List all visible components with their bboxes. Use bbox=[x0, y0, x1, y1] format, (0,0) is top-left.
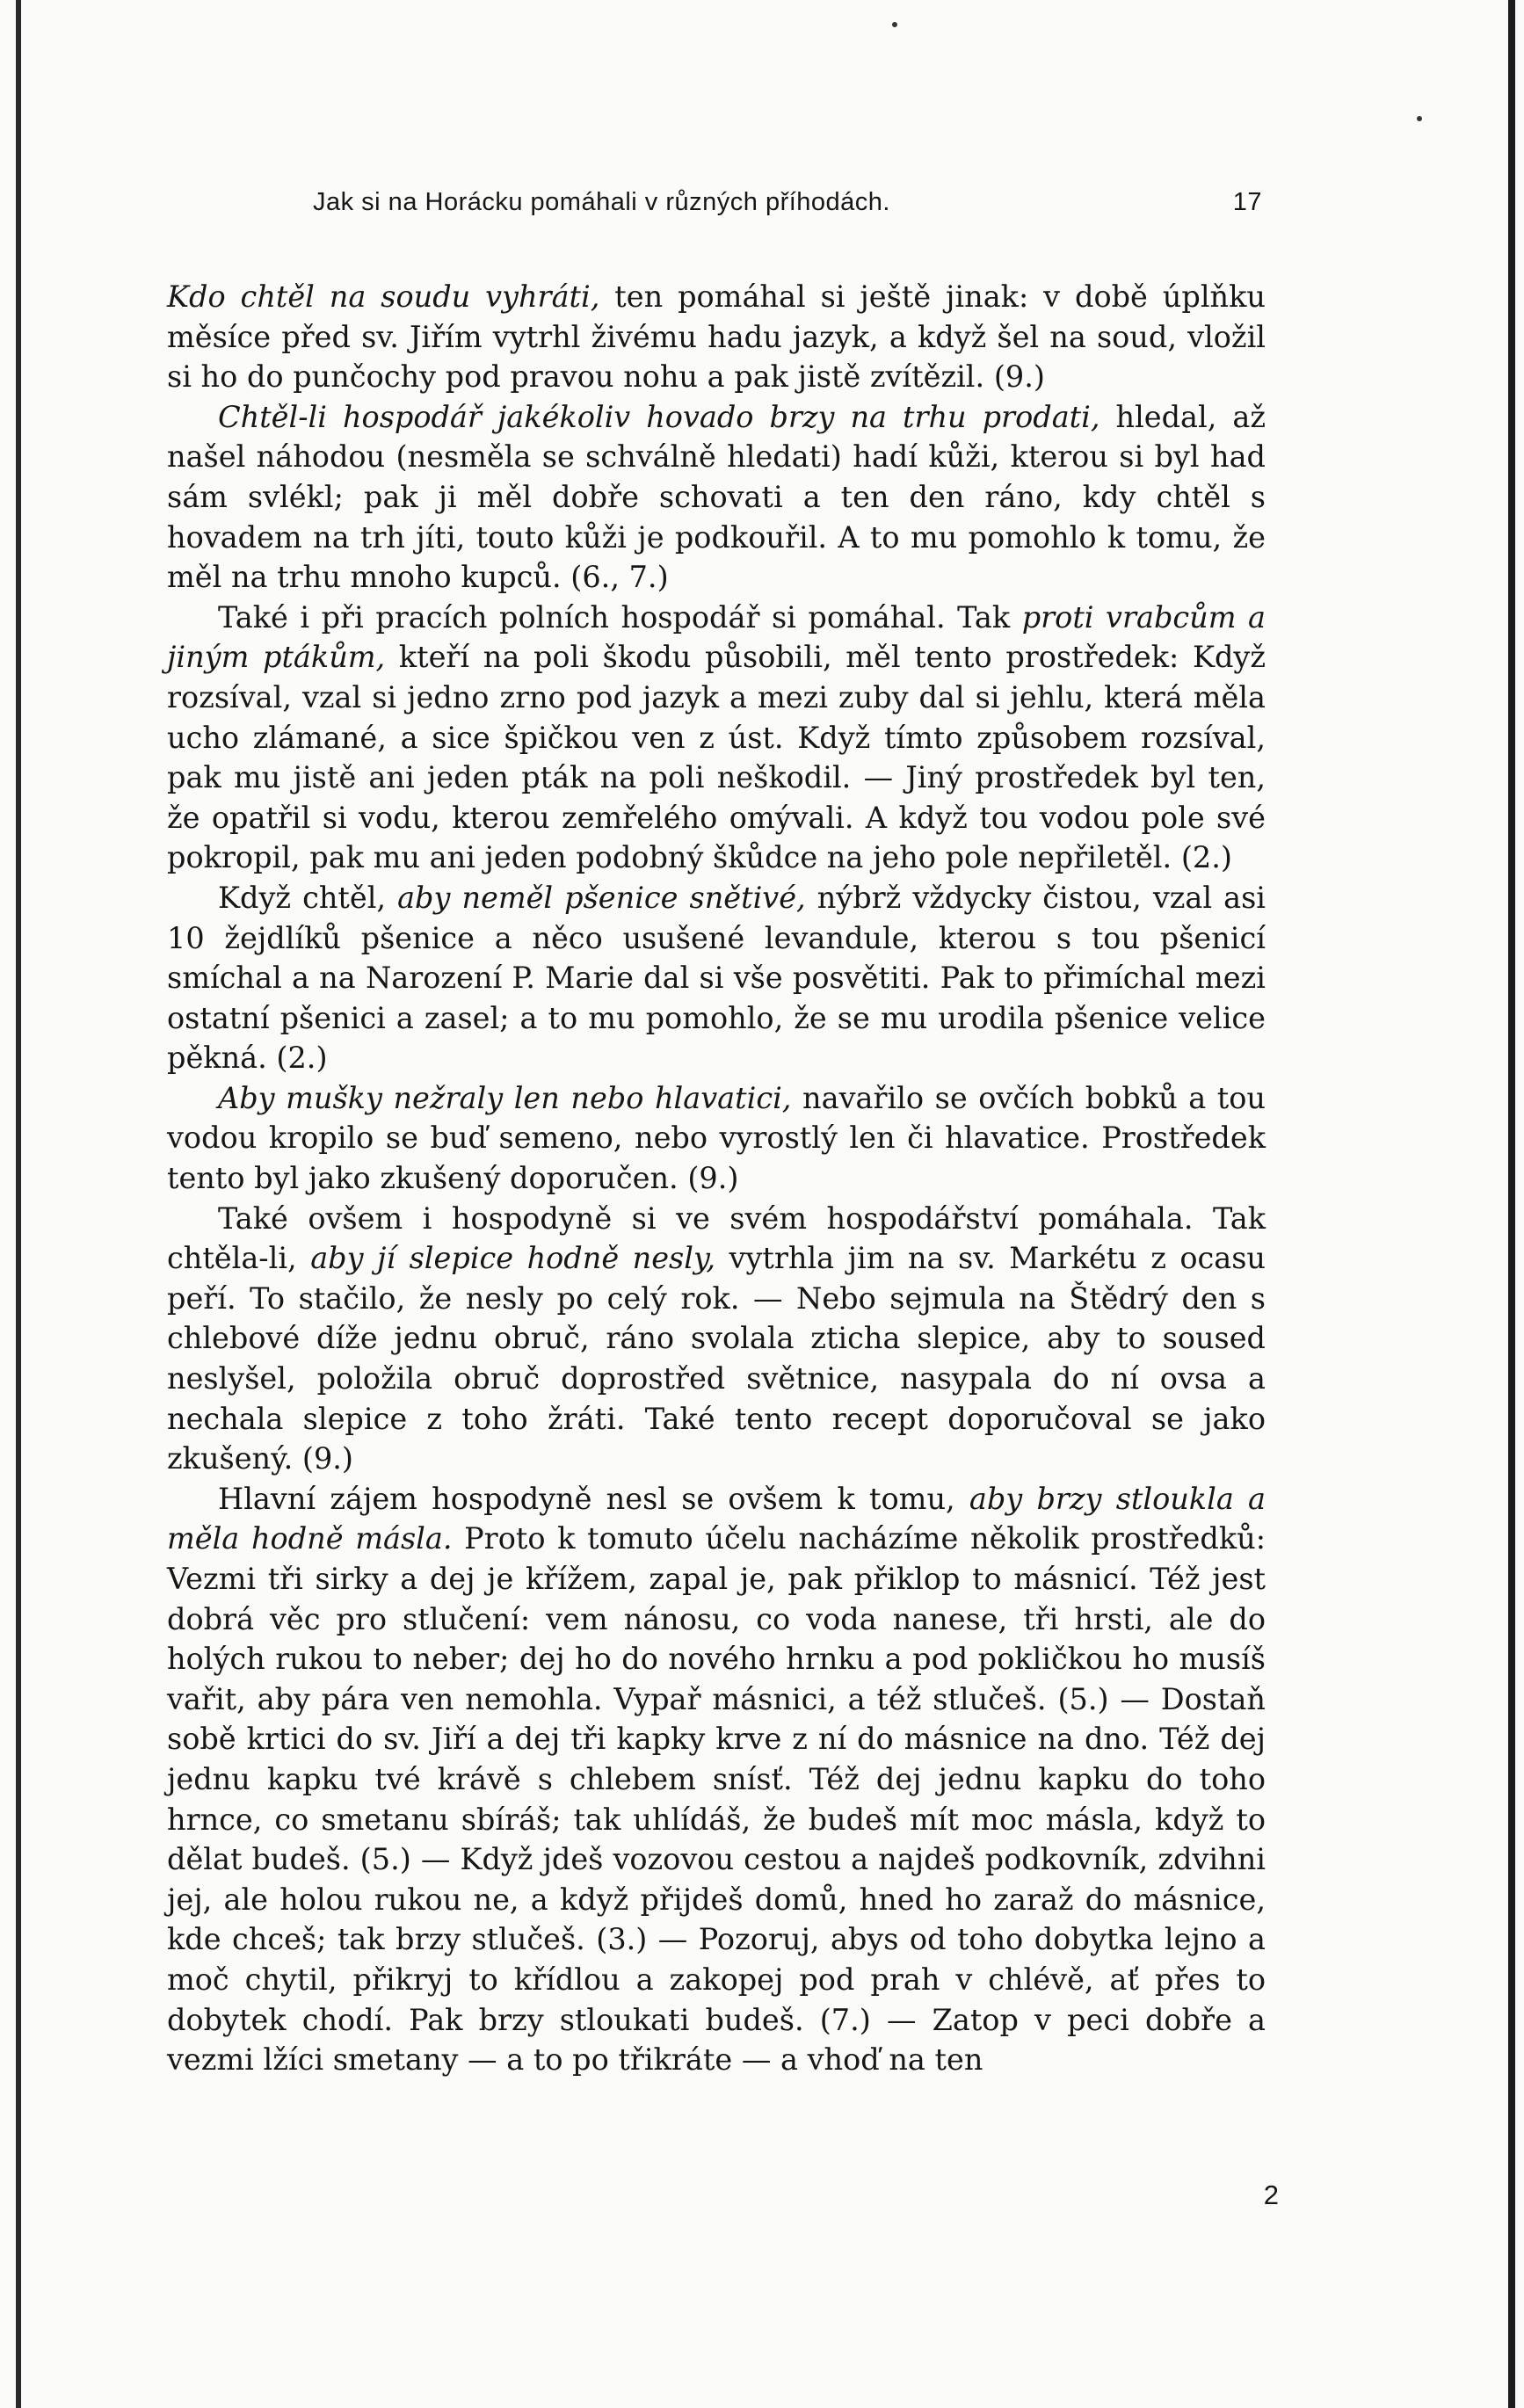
paragraph-text: nýbrž vždycky čistou, vzal asi 10 žejdlíků pšenice a něco usušené levandule, kterou s tou pšenicí smíchal a na Narození P. Marie dal si vše posvětiti. Pak to přimíchal mezi ostatní pšenici a zasel; a to mu pomohlo, že se mu urodila pšenice velice pěkná. (2.) bbox=[167, 880, 1266, 1076]
paragraph bbox=[167, 598, 1266, 878]
paragraph bbox=[167, 277, 1266, 397]
paragraph-emphasis: proti vrabcům a jiným ptákům, bbox=[167, 599, 1266, 675]
paragraph-lead: Když chtěl, bbox=[218, 880, 398, 915]
paragraph-lead: Také i při pracích polních hospodář si pomáhal. Tak bbox=[218, 599, 1022, 635]
paragraph-emphasis: Aby mušky nežraly len nebo hlavatici, bbox=[218, 1080, 792, 1115]
paragraph bbox=[167, 397, 1266, 598]
paragraph-lead: Také ovšem i hospodyně si ve svém hospodářství pomáhala. Tak chtěla-li, bbox=[167, 1200, 1266, 1276]
scan-edge-left bbox=[16, 0, 21, 2408]
page-number: 17 bbox=[1232, 187, 1262, 216]
running-title: Jak si na Horácku pomáhali v různých příhodách. bbox=[313, 187, 890, 216]
paragraph bbox=[167, 1199, 1266, 1479]
paragraph bbox=[167, 878, 1266, 1078]
paragraph-text: navařilo se ovčích bobků a tou vodou kropilo se buď semeno, nebo vyrostlý len či hlavatice. Prostředek tento byl jako zkušený doporučen. (9.) bbox=[167, 1080, 1266, 1196]
signature-mark: 2 bbox=[1263, 2180, 1279, 2210]
paragraph-emphasis: Chtěl-li hospodář jakékoliv hovado brzy na trhu prodati, bbox=[218, 399, 1100, 434]
paragraph-text: hledal, až našel náhodou (nesměla se schválně hledati) hadí kůži, kterou si byl had sám svlékl; pak ji měl dobře schovati a ten den ráno, kdy chtěl s hovadem na trh jíti, touto kůži je podkouřil. A to mu pomohlo k tomu, že měl na trhu mnoho kupců. (6., 7.) bbox=[167, 399, 1266, 595]
paragraph-lead: Hlavní zájem hospodyně nesl se ovšem k tomu, bbox=[218, 1481, 969, 1516]
paragraph-text: kteří na poli škodu působili, měl tento prostředek: Když rozsíval, vzal si jedno zrno pod jazyk a mezi zuby dal si jehlu, která měla ucho zlámané, a sice špičkou ven z úst. Když tímto způsobem rozsíval, pak mu jistě ani jeden pták na poli neškodil. — Jiný prostředek byl ten, že opatřil si vodu, kterou zemřelého omývali. A když tou vodou pole své pokropil, pak mu ani jeden podobný škůdce na jeho pole nepřiletěl. (2.) bbox=[167, 640, 1266, 875]
paragraph-emphasis: aby jí slepice hodně nesly, bbox=[310, 1241, 716, 1276]
paragraph-emphasis: aby brzy stloukla a měla hodně másla. bbox=[167, 1481, 1266, 1556]
paragraph bbox=[167, 1479, 1266, 2080]
paragraph bbox=[167, 1078, 1266, 1199]
paragraph-emphasis: aby neměl pšenice snětivé, bbox=[397, 880, 806, 915]
paragraph-text: ten pomáhal si ještě jinak: v době úplňku měsíce před sv. Jiřím vytrhl živému hadu jazyk, a když šel na soud, vložil si ho do punčochy pod pravou nohu a pak jistě zvítězil. (9.) bbox=[167, 279, 1266, 395]
scan-speck bbox=[1417, 116, 1422, 121]
scan-speck bbox=[892, 22, 897, 27]
paragraph-emphasis: Kdo chtěl na soudu vyhráti, bbox=[167, 279, 600, 314]
paragraph-text: vytrhla jim na sv. Markétu z ocasu peří. To stačilo, že nesly po celý rok. — Nebo sejmula na Štědrý den s chlebové díže jednu obruč, ráno svolala zticha slepice, aby to soused neslyšel, položila obruč doprostřed světnice, nasypala do ní ovsa a nechala slepice z toho žráti. Také tento recept doporučoval se jako zkušený. (9.) bbox=[167, 1241, 1266, 1476]
scan-edge-right bbox=[1508, 0, 1515, 2408]
body-text bbox=[167, 277, 1266, 2080]
paragraph-text: Proto k tomuto účelu nacházíme několik prostředků: Vezmi tři sirky a dej je křížem, zapal je, pak přiklop to másnicí. Též jest dobrá věc pro stlučení: vem nánosu, co voda nanese, tři hrsti, ale do holých rukou to neber; dej ho do nového hrnku a pod pokličkou ho musíš vařit, aby pára ven nemohla. Vypař másnici, a též stlučeš. (5.) — Dostaň sobě krtici do sv. Jiří a dej tři kapky krve z ní do másnice na dno. Též dej jednu kapku tvé krávě s chlebem snísť. Též dej jednu kapku do toho hrnce, co smetanu sbíráš; tak uhlídáš, že budeš mít moc másla, když to dělat budeš. (5.) — Když jdeš vozovou cestou a najdeš podkovník, zdvihni jej, ale holou rukou ne, a když přijdeš domů, hned ho zaraž do másnice, kde chceš; tak brzy stlučeš. (3.) — Pozoruj, abys od toho dobytka lejno a moč chytil, přikryj to křídlou a zakopej pod prah v chlévě, ať přes to dobytek chodí. Pak brzy stloukati budeš. (7.) — Zatop v peci dobře a vezmi lžíci smetany — a to po třikráte — a vhoď na ten bbox=[167, 1521, 1266, 2078]
running-head bbox=[313, 180, 1262, 224]
